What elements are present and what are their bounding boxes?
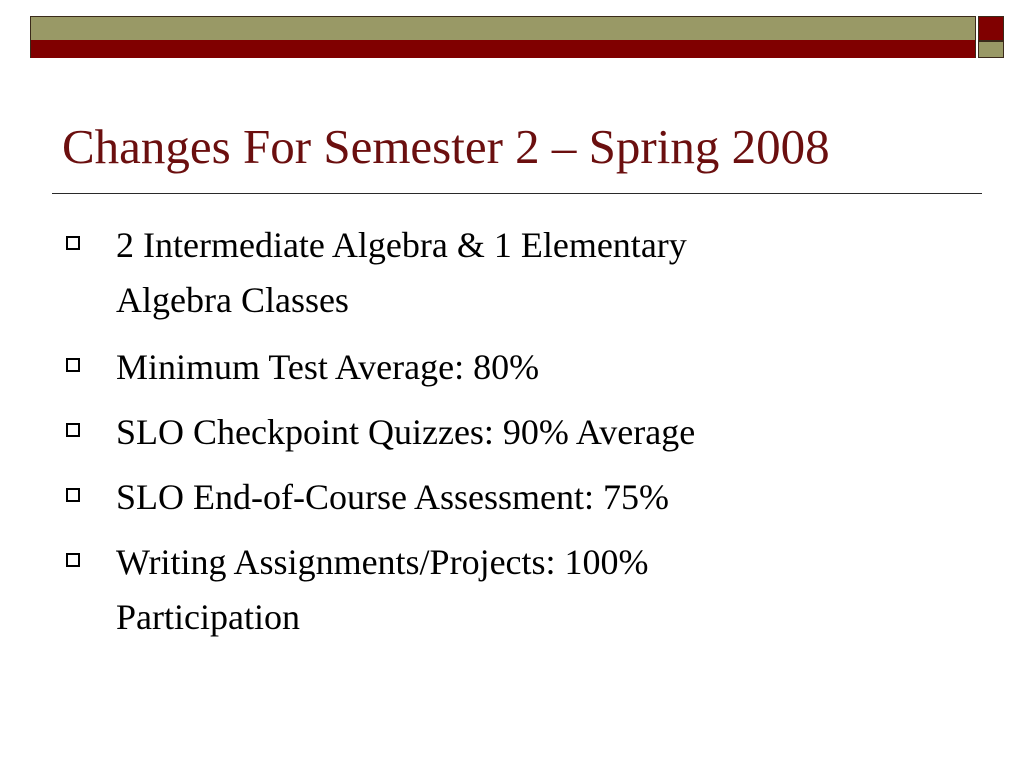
- bullet-list: [66, 218, 966, 659]
- title-divider: [52, 193, 982, 194]
- corner-square-olive: [978, 41, 1004, 58]
- corner-square-maroon: [978, 16, 1004, 41]
- bullet-item: [66, 470, 966, 525]
- hollow-square-bullet-icon: [66, 488, 80, 502]
- bullet-text-line: SLO Checkpoint Quizzes: 90% Average: [116, 412, 696, 452]
- hollow-square-bullet-icon: [66, 423, 80, 437]
- bullet-item: [66, 340, 966, 395]
- bullet-text-line: Participation: [116, 597, 300, 637]
- header-band-olive-stripe: [31, 17, 975, 40]
- bullet-item: [66, 218, 966, 328]
- header-band: [30, 16, 976, 58]
- bullet-text-line: Algebra Classes: [116, 280, 349, 320]
- bullet-text-line: Minimum Test Average: 80%: [116, 347, 540, 387]
- bullet-text-line: 2 Intermediate Algebra & 1 Elementary: [116, 225, 687, 265]
- bullet-item: [66, 535, 966, 645]
- hollow-square-bullet-icon: [66, 358, 80, 372]
- bullet-item: [66, 405, 966, 460]
- header-band-maroon-stripe: [31, 40, 975, 58]
- bullet-text-line: SLO End-of-Course Assessment: 75%: [116, 477, 669, 517]
- slide-title: Changes For Semester 2 – Spring 2008: [62, 119, 830, 174]
- hollow-square-bullet-icon: [66, 553, 80, 567]
- hollow-square-bullet-icon: [66, 236, 80, 250]
- bullet-text-line: Writing Assignments/Projects: 100%: [116, 542, 649, 582]
